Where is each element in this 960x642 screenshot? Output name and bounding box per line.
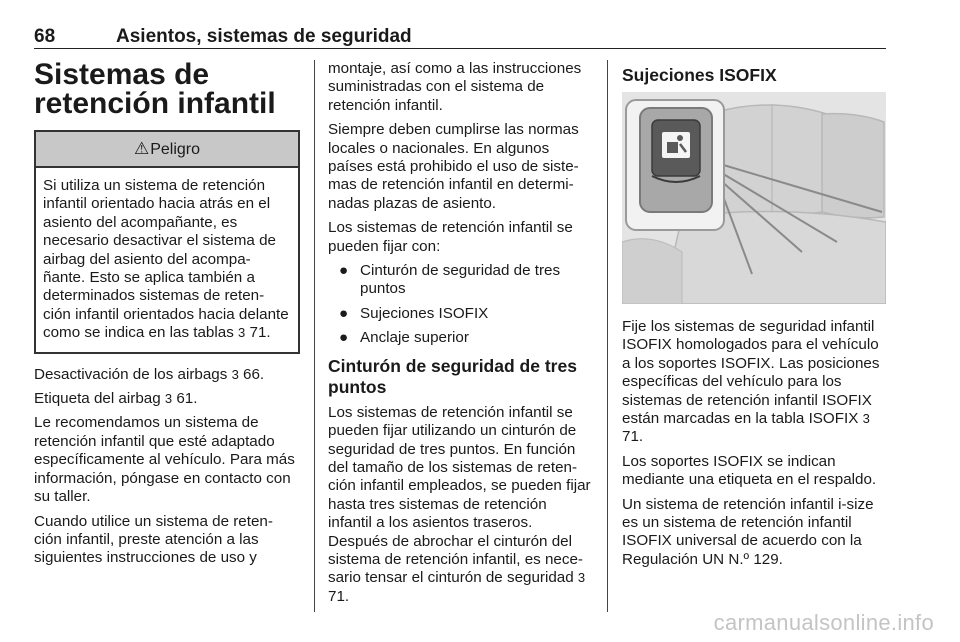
section-heading: Sujeciones ISOFIX [622,65,777,85]
section-heading: Cinturón de seguridad de tres puntos [328,355,577,397]
paragraph: Los soportes ISOFIX se indican mediante una etiqueta en el respaldo. [622,452,877,489]
watermark: carmanualsonline.info [713,610,934,635]
list-item: ● Anclaje superior [339,329,469,347]
column-divider [607,60,608,612]
paragraph: Le recomendamos un sistema de retención infantil que esté adaptado específicamente al vehículo. Para más información, póngase en contacto con su taller. [34,414,295,506]
paragraph: Desactivación de los airbags 3 66. [34,365,265,383]
paragraph: Fije los sistemas de seguridad infantil ISOFIX homologados para el vehículo a los soportes ISOFIX. Las posiciones específicas del vehículo para los sistemas de retención infantil ISOFIX están marcadas en la tabla ISOFIX 3 71. [622,318,880,446]
isofix-seat-illustration [622,92,886,304]
warning-text: Si utiliza un sistema de retención infantil orientado hacia atrás en el asiento del acompañante, es necesario desactivar el sistema de airbag del asiento del acompa-ñante. Esto se aplica también a determinados sistemas de reten-ción infantil orientados hacia delante como se indica en las tablas [43,177,289,342]
page-ref: 61. [176,390,198,408]
page-ref: 71. [622,428,644,446]
warning-body [36,168,298,352]
page-ref-icon: 3 [164,391,173,407]
page-number: 68 [34,26,56,47]
page-ref-icon: 3 [231,366,239,382]
paragraph: montaje, así como a las instrucciones suministradas con el sistema de retención infantil. [328,60,582,114]
section-title: Asientos, sistemas de seguridad [116,26,412,47]
column-3 [622,60,888,575]
page-ref: 71. [249,324,271,342]
page-ref-icon: 3 [862,411,870,427]
list-item: ● Sujeciones ISOFIX [339,304,489,322]
bullet-list [328,262,594,348]
paragraph: Siempre deben cumplirse las normas locales o nacionales. En algunos países está prohibido el uso de siste-mas de retención infantil en determi-nadas plazas de asiento. [328,121,579,212]
page-ref: 66. [243,365,265,383]
page-header [34,26,886,49]
paragraph: Etiqueta del airbag 3 61. [34,390,198,408]
bullet-icon: ● [339,329,349,347]
bullet-icon: ● [339,304,349,322]
paragraph: Cuando utilice un sistema de reten-ción infantil, preste atención a las siguientes instrucciones de uso y [34,512,273,567]
page-ref: 71. [328,587,350,605]
page-ref-icon: 3 [238,325,246,341]
bullet-icon: ● [339,262,349,280]
warning-triangle-icon: ⚠ [133,139,150,158]
warning-header [36,132,298,168]
page-ref-icon: 3 [577,570,586,586]
warning-title: Peligro [150,141,201,158]
list-item: ● Cinturón de seguridad de tres puntos [339,262,561,298]
paragraph: Los sistemas de retención infantil se pueden fijar con: [328,219,573,255]
paragraph: Los sistemas de retención infantil se pueden fijar utilizando un cinturón de seguridad de tres puntos. En función del tamaño de los sistemas de reten-ción infantil empleados, se pueden fijar hasta tres sistemas de retención infantil a los asientos traseros. Después de abrochar el cinturón del sistema de retención infantil, es nece-sario tensar el cinturón de seguridad 3 71. [328,403,591,605]
column-1 [34,60,300,574]
column-divider [314,60,315,612]
column-2 [328,60,594,612]
page-title: Sistemas de retención infantil [34,58,276,120]
warning-box [34,130,300,354]
paragraph: Un sistema de retención infantil i-size es un sistema de retención infantil ISOFIX universal de acuerdo con la Regulación UN N.º 129. [622,495,874,568]
